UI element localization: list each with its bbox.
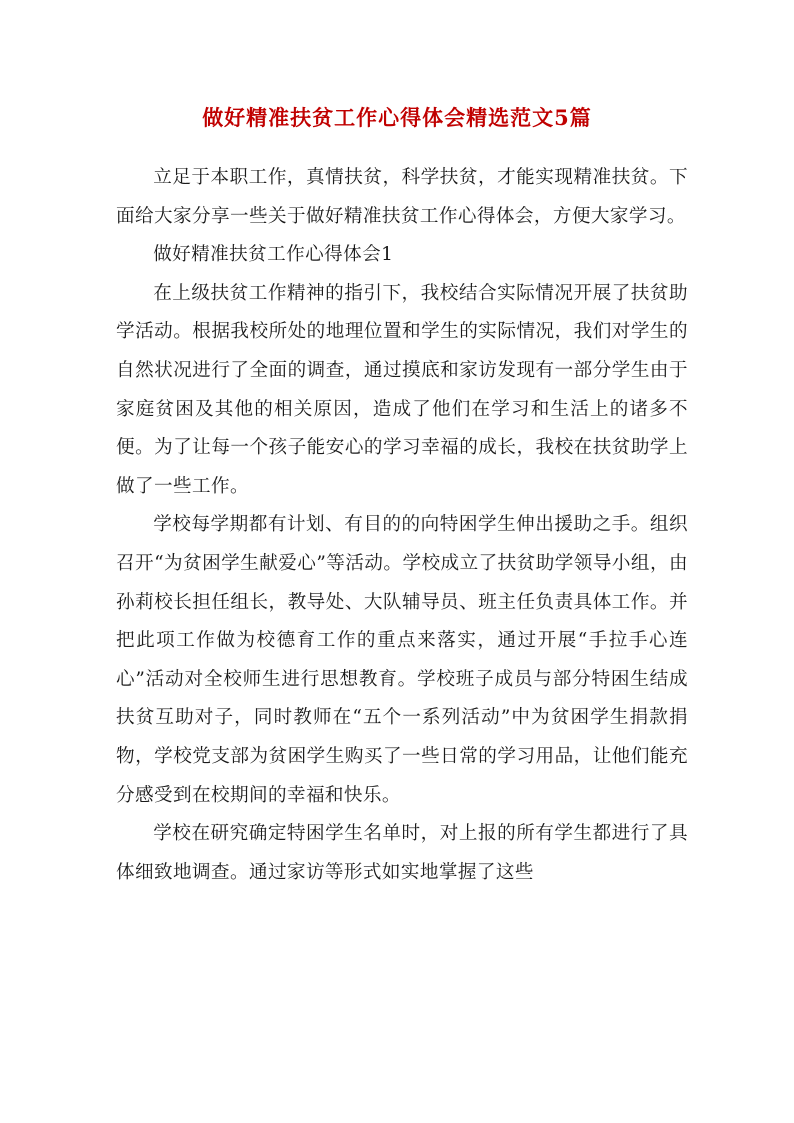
intro-paragraph: 立足于本职工作，真情扶贫，科学扶贫，才能实现精准扶贫。下面给大家分享一些关于做好精准扶贫工作心得体会，方便大家学习。 bbox=[116, 167, 688, 227]
body-paragraph: 在上级扶贫工作精神的指引下，我校结合实际情况开展了扶贫助学活动。根据我校所处的地理位置和学生的实际情况，我们对学生的自然状况进行了全面的调查，通过摸底和家访发现有一部分学生由于家庭贫困及其他的相关原因，造成了他们在学习和生活上的诸多不便。为了让每一个孩子能安心的学习幸福的成长，我校在扶贫助学上做了一些工作。 bbox=[116, 282, 688, 497]
body-paragraph: 学校每学期都有计划、有目的的向特困学生伸出援助之手。组织召开“为贫困学生献爱心”等活动。学校成立了扶贫助学领导小组，由孙莉校长担任组长，教导处、大队辅导员、班主任负责具体工作。并把此项工作做为校德育工作的重点来落实，通过开展“手拉手心连心”活动对全校师生进行思想教育。学校班子成员与部分特困生结成扶贫互助对子，同时教师在“五个一系列活动”中为贫困学生捐款捐物，学校党支部为贫困学生购买了一些日常的学习用品，让他们能充分感受到在校期间的幸福和快乐。 bbox=[116, 514, 688, 806]
document-body bbox=[116, 159, 688, 892]
section-heading: 做好精准扶贫工作心得体会1 bbox=[153, 244, 394, 266]
document-title: 做好精准扶贫工作心得体会精选范文5篇 bbox=[202, 105, 592, 130]
body-paragraph: 学校在研究确定特困学生名单时，对上报的所有学生都进行了具体细致地调查。通过家访等形式如实地掌握了这些 bbox=[116, 823, 688, 883]
